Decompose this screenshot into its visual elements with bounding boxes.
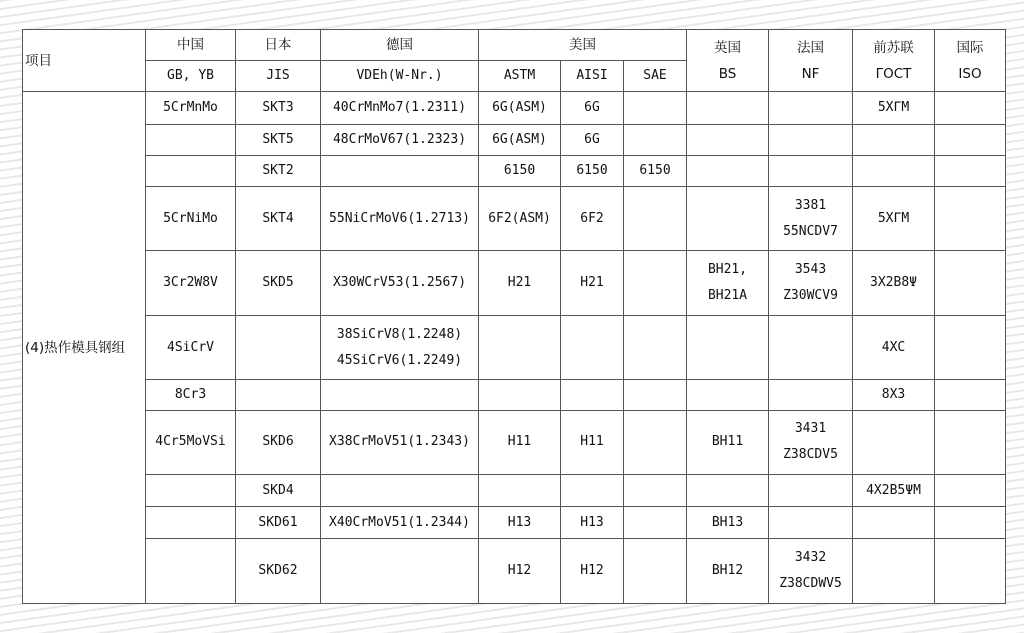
table-row: [23, 475, 1006, 507]
cell-jis: SKD6: [236, 410, 321, 474]
steel-grade-comparison-table: [22, 29, 1006, 604]
header-standard-aisi: AISI: [561, 61, 624, 92]
cell-sae: [624, 187, 687, 251]
cell-cn: 3Cr2W8V: [146, 251, 236, 315]
cell-gost: [853, 507, 935, 539]
cell-jis: SKT4: [236, 187, 321, 251]
cell-din: [321, 475, 479, 507]
cell-iso: [935, 410, 1006, 474]
cell-gost: 4XC: [853, 315, 935, 379]
cell-nf: 3381 55NCDV7: [769, 187, 853, 251]
header-country-china: 中国: [146, 30, 236, 61]
cell-aisi: 6G: [561, 124, 624, 155]
cell-astm: [479, 475, 561, 507]
cell-bs: [687, 380, 769, 410]
table-row: [23, 124, 1006, 155]
cell-bs: [687, 155, 769, 186]
header-item: 项目: [23, 30, 146, 92]
header-standard-astm: ASTM: [479, 61, 561, 92]
cell-astm: 6G(ASM): [479, 92, 561, 124]
cell-cn: 4SiCrV: [146, 315, 236, 379]
cell-sae: [624, 92, 687, 124]
cell-astm: [479, 380, 561, 410]
cell-din: X38CrMoV51(1.2343): [321, 410, 479, 474]
cell-jis: [236, 315, 321, 379]
cell-bs: BH21, BH21A: [687, 251, 769, 315]
cell-nf: 3543 Z30WCV9: [769, 251, 853, 315]
cell-din: 40CrMnMo7(1.2311): [321, 92, 479, 124]
cell-sae: [624, 251, 687, 315]
cell-gost: [853, 124, 935, 155]
cell-aisi: [561, 315, 624, 379]
cell-iso: [935, 539, 1006, 604]
cell-jis: SKT5: [236, 124, 321, 155]
cell-iso: [935, 155, 1006, 186]
header-standard-nf: NF: [801, 65, 820, 82]
cell-gost: 8X3: [853, 380, 935, 410]
header-country-japan: 日本: [236, 30, 321, 61]
cell-jis: SKD61: [236, 507, 321, 539]
cell-din: 55NiCrMoV6(1.2713): [321, 187, 479, 251]
cell-jis: SKT3: [236, 92, 321, 124]
cell-bs: [687, 475, 769, 507]
cell-nf: 3432 Z38CDWV5: [769, 539, 853, 604]
cell-astm: H12: [479, 539, 561, 604]
table-row: [23, 410, 1006, 474]
cell-gost: [853, 155, 935, 186]
cell-iso: [935, 251, 1006, 315]
cell-gost: 3X2B8Ψ: [853, 251, 935, 315]
cell-aisi: H12: [561, 539, 624, 604]
cell-iso: [935, 475, 1006, 507]
cell-aisi: [561, 475, 624, 507]
cell-nf: [769, 124, 853, 155]
table-row: [23, 507, 1006, 539]
cell-nf: [769, 380, 853, 410]
cell-aisi: H11: [561, 410, 624, 474]
cell-aisi: [561, 380, 624, 410]
cell-gost: 5XΓM: [853, 92, 935, 124]
cell-sae: [624, 475, 687, 507]
cell-astm: 6F2(ASM): [479, 187, 561, 251]
cell-astm: H11: [479, 410, 561, 474]
header-country-intl: 国际 ISO: [935, 30, 1006, 92]
cell-astm: H13: [479, 507, 561, 539]
cell-sae: [624, 410, 687, 474]
cell-din: [321, 539, 479, 604]
cell-sae: [624, 315, 687, 379]
header-country-usa: 美国: [479, 30, 687, 61]
header-standard-gost: ΓΟСТ: [875, 65, 912, 82]
cell-nf: [769, 315, 853, 379]
cell-sae: [624, 539, 687, 604]
cell-sae: [624, 124, 687, 155]
header-standard-gb: GB, YB: [146, 61, 236, 92]
cell-nf: [769, 92, 853, 124]
cell-cn: [146, 539, 236, 604]
cell-jis: SKD62: [236, 539, 321, 604]
cell-din: [321, 155, 479, 186]
table-row: [23, 539, 1006, 604]
cell-aisi: 6F2: [561, 187, 624, 251]
cell-din: X40CrMoV51(1.2344): [321, 507, 479, 539]
header-country-uk: 英国 BS: [687, 30, 769, 92]
header-country-france: 法国 NF: [769, 30, 853, 92]
cell-sae: 6150: [624, 155, 687, 186]
cell-astm: 6150: [479, 155, 561, 186]
group-label: (4)热作模具钢组: [23, 92, 146, 604]
header-standard-jis: JIS: [236, 61, 321, 92]
cell-cn: [146, 507, 236, 539]
cell-cn: [146, 124, 236, 155]
cell-iso: [935, 380, 1006, 410]
header-standard-sae: SAE: [624, 61, 687, 92]
cell-bs: [687, 92, 769, 124]
header-standard-bs: BS: [718, 65, 737, 82]
cell-bs: BH11: [687, 410, 769, 474]
header-standard-vdeh: VDEh(W-Nr.): [321, 61, 479, 92]
cell-cn: 8Cr3: [146, 380, 236, 410]
cell-aisi: H13: [561, 507, 624, 539]
cell-nf: [769, 475, 853, 507]
cell-astm: [479, 315, 561, 379]
cell-jis: SKD4: [236, 475, 321, 507]
cell-astm: 6G(ASM): [479, 124, 561, 155]
cell-cn: 5CrMnMo: [146, 92, 236, 124]
cell-nf: [769, 155, 853, 186]
cell-aisi: H21: [561, 251, 624, 315]
header-country-germany: 德国: [321, 30, 479, 61]
cell-nf: [769, 507, 853, 539]
cell-din: [321, 380, 479, 410]
cell-gost: [853, 539, 935, 604]
cell-gost: [853, 410, 935, 474]
cell-astm: H21: [479, 251, 561, 315]
cell-gost: 5XΓM: [853, 187, 935, 251]
cell-gost: 4X2B5ΨM: [853, 475, 935, 507]
cell-cn: [146, 475, 236, 507]
cell-din: 48CrMoV67(1.2323): [321, 124, 479, 155]
cell-iso: [935, 507, 1006, 539]
cell-jis: SKT2: [236, 155, 321, 186]
table-row: [23, 251, 1006, 315]
cell-bs: [687, 187, 769, 251]
cell-nf: 3431 Z38CDV5: [769, 410, 853, 474]
cell-cn: [146, 155, 236, 186]
cell-jis: [236, 380, 321, 410]
table-row: [23, 187, 1006, 251]
cell-aisi: 6G: [561, 92, 624, 124]
table-row: [23, 92, 1006, 124]
cell-cn: 5CrNiMo: [146, 187, 236, 251]
header-standard-iso: ISO: [958, 65, 982, 82]
table-row: [23, 380, 1006, 410]
cell-bs: [687, 315, 769, 379]
cell-jis: SKD5: [236, 251, 321, 315]
cell-iso: [935, 315, 1006, 379]
cell-iso: [935, 92, 1006, 124]
cell-bs: [687, 124, 769, 155]
cell-bs: BH13: [687, 507, 769, 539]
cell-bs: BH12: [687, 539, 769, 604]
header-country-ussr: 前苏联 ΓΟСТ: [853, 30, 935, 92]
cell-din: X30WCrV53(1.2567): [321, 251, 479, 315]
cell-din: 38SiCrV8(1.2248) 45SiCrV6(1.2249): [321, 315, 479, 379]
table-row: [23, 155, 1006, 186]
cell-cn: 4Cr5MoVSi: [146, 410, 236, 474]
cell-iso: [935, 124, 1006, 155]
cell-sae: [624, 380, 687, 410]
table-row: [23, 315, 1006, 379]
cell-iso: [935, 187, 1006, 251]
cell-sae: [624, 507, 687, 539]
cell-aisi: 6150: [561, 155, 624, 186]
